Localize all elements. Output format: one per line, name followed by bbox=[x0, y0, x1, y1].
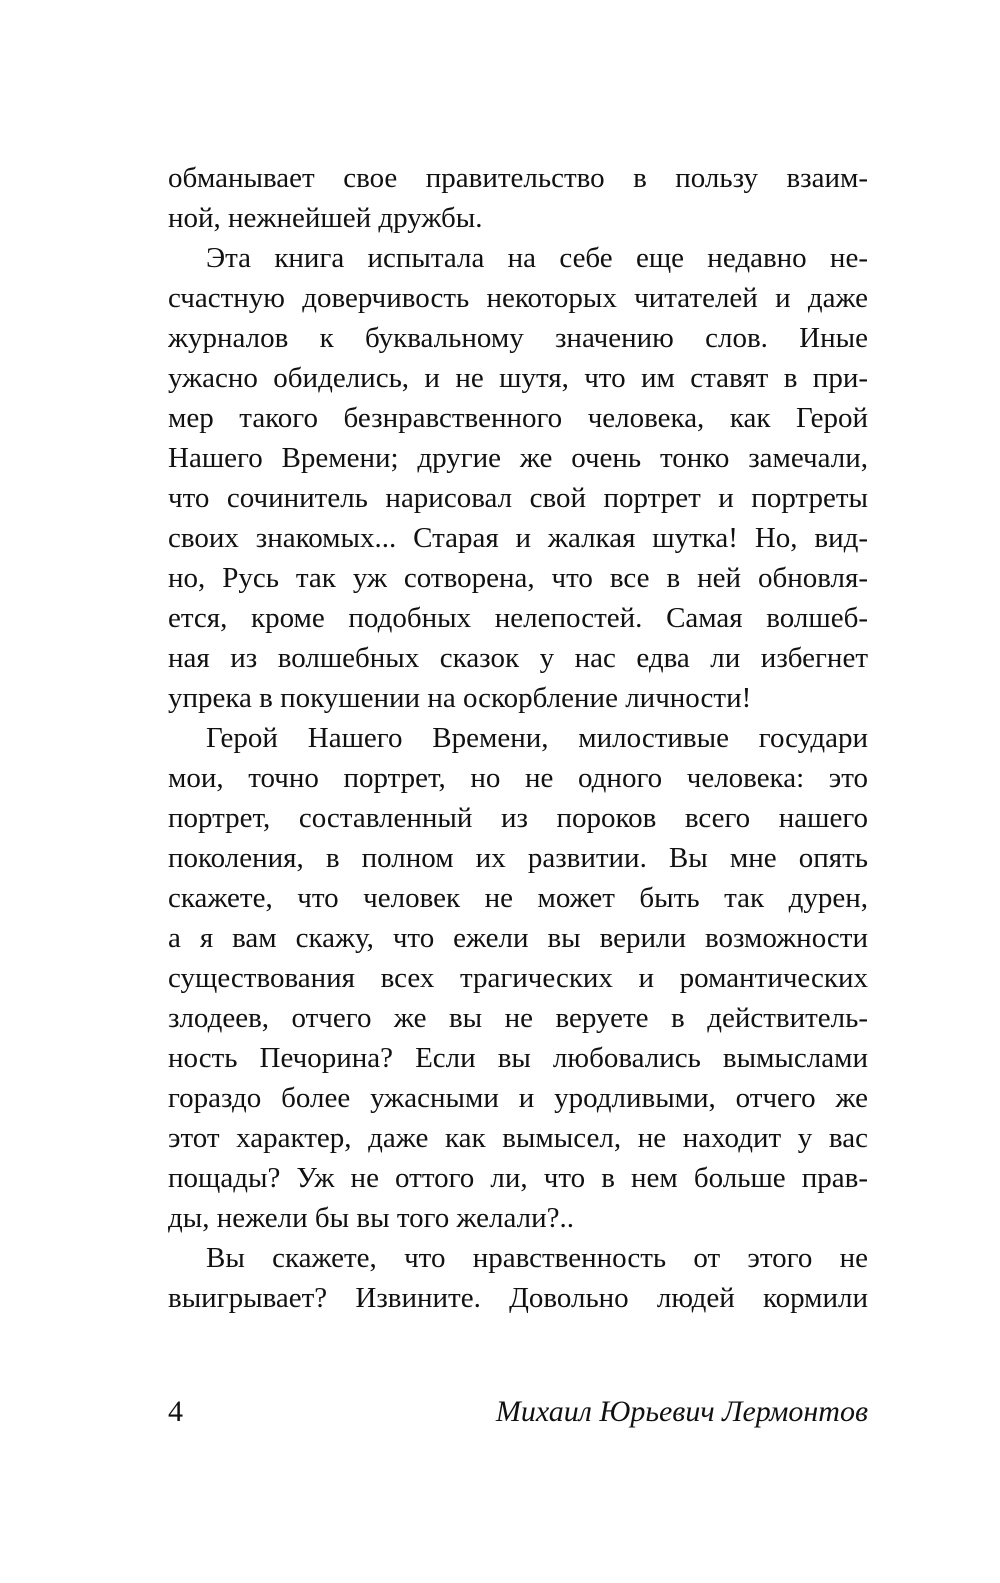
text-line: этот характер, даже как вымысел, не находит у вас bbox=[168, 1122, 868, 1154]
body-text bbox=[168, 158, 868, 1318]
text-line: мои, точно портрет, но не одного человека: это bbox=[168, 762, 868, 794]
text-line: Вы скажете, что нравственность от этого не bbox=[206, 1242, 868, 1274]
text-line: а я вам скажу, что ежели вы верили возможности bbox=[168, 922, 868, 954]
text-line: Эта книга испытала на себе еще недавно не- bbox=[206, 242, 868, 274]
text-line: своих знакомых... Старая и жалкая шутка! Но, вид- bbox=[168, 522, 868, 554]
text-line: ды, нежели бы вы того желали?.. bbox=[168, 1202, 575, 1234]
text-line: поколения, в полном их развитии. Вы мне опять bbox=[168, 842, 868, 874]
text-line: обманывает свое правительство в пользу взаим- bbox=[168, 162, 868, 194]
text-line: счастную доверчивость некоторых читателей и даже bbox=[168, 282, 868, 314]
text-line: упрека в покушении на оскорбление личности! bbox=[168, 682, 752, 714]
text-line: мер такого безнравственного человека, как Герой bbox=[168, 402, 868, 434]
text-line: ной, нежнейшей дружбы. bbox=[168, 202, 483, 234]
page-number: 4 bbox=[168, 1395, 183, 1428]
running-title-author: Михаил Юрьевич Лермонтов bbox=[495, 1395, 868, 1428]
text-line: выигрывает? Извините. Довольно людей кормили bbox=[168, 1282, 868, 1314]
text-line: ется, кроме подобных нелепостей. Самая волшеб- bbox=[168, 602, 868, 634]
text-line: ность Печорина? Если вы любовались вымыслами bbox=[168, 1042, 868, 1074]
text-line: Нашего Времени; другие же очень тонко замечали, bbox=[168, 442, 868, 474]
text-line: но, Русь так уж сотворена, что все в ней обновля- bbox=[168, 562, 868, 594]
text-line: пощады? Уж не оттого ли, что в нем больше прав- bbox=[168, 1162, 868, 1194]
text-line: злодеев, отчего же вы не веруете в действитель- bbox=[168, 1002, 868, 1034]
text-line: ная из волшебных сказок у нас едва ли избегнет bbox=[168, 642, 868, 674]
text-line: что сочинитель нарисовал свой портрет и портреты bbox=[168, 482, 868, 514]
page-footer bbox=[168, 1392, 868, 1432]
text-line: ужасно обиделись, и не шутя, что им ставят в при- bbox=[168, 362, 868, 394]
text-line: журналов к буквальному значению слов. Иные bbox=[168, 322, 868, 354]
text-line: существования всех трагических и романтических bbox=[168, 962, 868, 994]
text-line: Герой Нашего Времени, милостивые государи bbox=[206, 722, 868, 754]
text-line: скажете, что человек не может быть так дурен, bbox=[168, 882, 868, 914]
text-line: гораздо более ужасными и уродливыми, отчего же bbox=[168, 1082, 868, 1114]
text-line: портрет, составленный из пороков всего нашего bbox=[168, 802, 868, 834]
